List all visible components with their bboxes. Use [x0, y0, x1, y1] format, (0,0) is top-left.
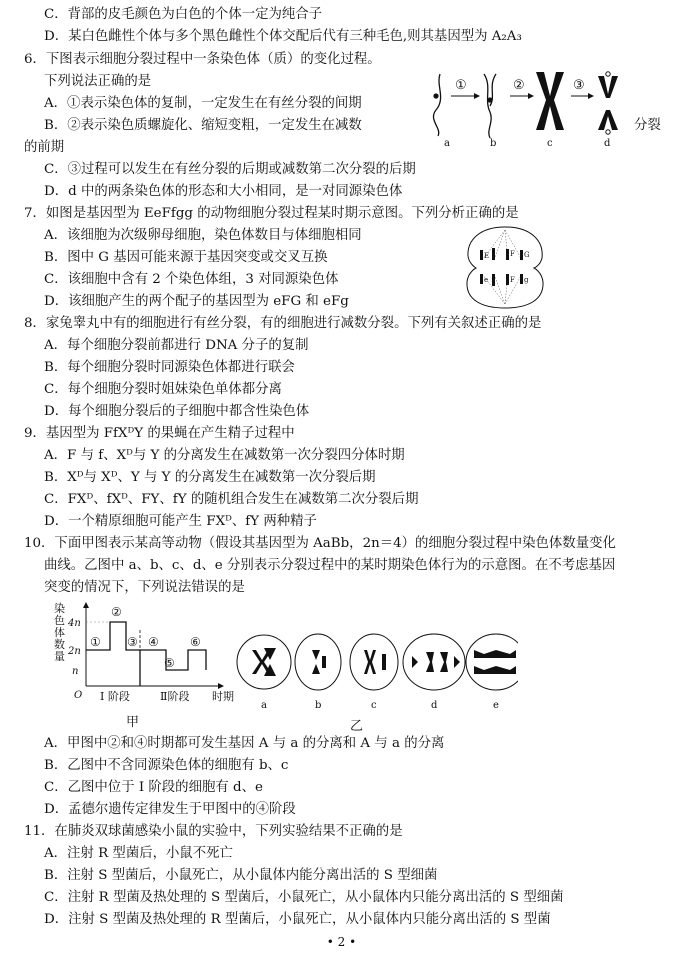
q6-chromosome-figure	[418, 66, 632, 148]
q7-option-d: D．该细胞产生的两个配子的基因型为 eFG 和 eFg	[44, 294, 349, 309]
q10-ylabel-2: 色	[54, 614, 65, 627]
q10-stem-3: 突变的情况下，下列说法错误的是	[44, 580, 245, 595]
q7-option-a: A．该细胞为次级卵母细胞，染色体数目与体细胞相同	[44, 228, 362, 243]
q10-cells-yi	[234, 632, 518, 734]
q9-option-d: D．一个精原细胞可能产生 FXᴰ、fY 两种精子	[44, 514, 317, 529]
q10-xlabel: 时期	[212, 690, 234, 703]
q8-stem: 8．家兔睾丸中有的细胞进行有丝分裂，有的细胞进行减数分裂。下列有关叙述正确的是	[24, 316, 542, 331]
q6-option-b-cont: 的前期	[24, 140, 65, 155]
q6-option-d: D．d 中的两条染色体的形态和大小相同，是一对同源染色体	[44, 184, 403, 199]
q5-option-d: D．某白色雌性个体与多个黑色雌性个体交配后代有三种毛色,则其基因型为 A₂A₃	[44, 29, 522, 44]
q6-option-c: C．③过程可以发生在有丝分裂的后期或减数第二次分裂的后期	[44, 162, 416, 177]
q10-cell-label-a: a	[261, 700, 267, 711]
q5-option-c: C．背部的皮毛颜色为白色的个体一定为纯合子	[44, 7, 323, 22]
q11-option-d: D．注射 S 型菌及热处理的 R 型菌后，小鼠死亡，从小鼠体内只能分离出活的 S 型菌	[44, 912, 551, 927]
q10-ytick-2n: 2n	[68, 646, 81, 657]
q10-option-a: A．甲图中②和④时期都可发生基因 A 与 a 的分离和 A 与 a 的分离	[44, 736, 445, 751]
q10-caption-yi: 乙	[350, 719, 364, 734]
q11-option-a: A．注射 R 型菌后，小鼠不死亡	[44, 846, 233, 861]
q9-option-c: C．FXᴰ、fXᴰ、FY、fY 的随机组合发生在减数第二次分裂后期	[44, 492, 419, 507]
q6-option-b-tail: 分裂	[634, 118, 661, 133]
q6-label-a: a	[444, 138, 450, 148]
q6-option-b: B．②表示染色质螺旋化、缩短变粗，一定发生在减数	[44, 118, 362, 133]
page-number: • 2 •	[326, 935, 357, 949]
q10-stage-5: ⑤	[164, 656, 175, 670]
q10-stage-3: ③	[127, 635, 138, 649]
q10-stage-2: ②	[111, 605, 122, 619]
q10-ytick-4n: 4n	[68, 618, 81, 629]
q6-stem-2: 下列说法正确的是	[44, 74, 152, 89]
q10-ylabel-4: 数	[54, 638, 65, 651]
q7-gene-F2: F	[510, 276, 515, 284]
q10-cell-label-e: e	[493, 700, 499, 711]
q10-cell-label-b: b	[315, 700, 322, 711]
q7-option-c: C．该细胞中含有 2 个染色体组，3 对同源染色体	[44, 272, 339, 287]
q9-option-a: A．F 与 f、Xᴰ与 Y 的分离发生在减数第一次分裂四分体时期	[44, 448, 405, 463]
q8-option-c: C．每个细胞分裂时姐妹染色单体都分离	[44, 382, 282, 397]
q7-gene-E: E	[484, 252, 490, 260]
q11-option-b: B．注射 S 型菌后，小鼠死亡，从小鼠体内能分离出活的 S 型细菌	[44, 868, 438, 883]
q6-label-c: c	[547, 138, 553, 148]
q7-option-b: B．图中 G 基因可能来源于基因突变或交叉互换	[44, 250, 328, 265]
q10-stem: 10．下面甲图表示某高等动物（假设其基因型为 AaBb，2n＝4）的细胞分裂过程中染色体数量变化	[24, 536, 616, 551]
q10-origin: O	[74, 690, 83, 701]
q11-stem: 11．在肺炎双球菌感染小鼠的实验中，下列实验结果不正确的是	[24, 824, 403, 839]
q7-gene-F: F	[510, 250, 515, 258]
q6-label-d: d	[604, 138, 611, 148]
q10-cell-label-c: c	[371, 700, 377, 711]
q7-gene-e: e	[484, 276, 489, 284]
q10-phase-2: Ⅱ阶段	[160, 690, 190, 703]
q10-ylabel-1: 染	[54, 602, 65, 615]
q10-option-d: D．孟德尔遗传定律发生于甲图中的④阶段	[44, 802, 296, 817]
q7-gene-G: G	[524, 251, 530, 259]
q10-ylabel-3: 体	[54, 626, 65, 639]
q10-option-b: B．乙图中不含同源染色体的细胞有 b、c	[44, 758, 289, 773]
q8-option-d: D．每个细胞分裂后的子细胞中都含性染色体	[44, 404, 310, 419]
q8-option-a: A．每个细胞分裂前都进行 DNA 分子的复制	[44, 338, 309, 353]
q10-option-c: C．乙图中位于 I 阶段的细胞有 d、e	[44, 780, 263, 795]
q10-stage-6: ⑥	[190, 635, 201, 649]
q6-option-a: A．①表示染色体的复制，一定发生在有丝分裂的间期	[44, 96, 362, 111]
q10-ytick-n: n	[72, 666, 79, 677]
q6-step-1-label: ①	[455, 78, 467, 93]
q6-label-b: b	[490, 138, 497, 148]
q7-gene-g: g	[524, 276, 529, 284]
q6-step-3-label: ③	[573, 78, 585, 93]
q10-stem-2: 曲线。乙图中 a、b、c、d、e 分别表示分裂过程中的某时期染色体行为的示意图。在不考虑基因	[44, 558, 616, 573]
q11-option-c: C．注射 R 型菌及热处理的 S 型菌后，小鼠死亡，从小鼠体内只能分离出活的 S 型细菌	[44, 890, 564, 905]
q10-stage-4: ④	[148, 635, 159, 649]
q7-stem: 7．如图是基因型为 EeFfgg 的动物细胞分裂过程某时期示意图。下列分析正确的是	[24, 206, 519, 221]
q9-option-b: B．Xᴰ与 Xᴰ、Y 与 Y 的分离发生在减数第一次分裂后期	[44, 470, 376, 485]
q10-ylabel-5: 量	[54, 650, 65, 663]
q10-phase-1: I 阶段	[100, 690, 130, 703]
q9-stem: 9．基因型为 FfXᴰY 的果蝇在产生精子过程中	[24, 426, 295, 441]
q10-cell-label-d: d	[431, 700, 438, 711]
q10-stage-1: ①	[90, 635, 101, 649]
q6-step-2-label: ②	[513, 78, 525, 93]
q10-graph-jia	[48, 600, 248, 730]
q8-option-b: B．每个细胞分裂时同源染色体都进行联会	[44, 360, 295, 375]
q7-cell-figure	[464, 224, 546, 310]
q10-caption-jia: 甲	[126, 715, 140, 730]
q6-stem: 6．下图表示细胞分裂过程中一条染色体（质）的变化过程。	[24, 52, 381, 67]
